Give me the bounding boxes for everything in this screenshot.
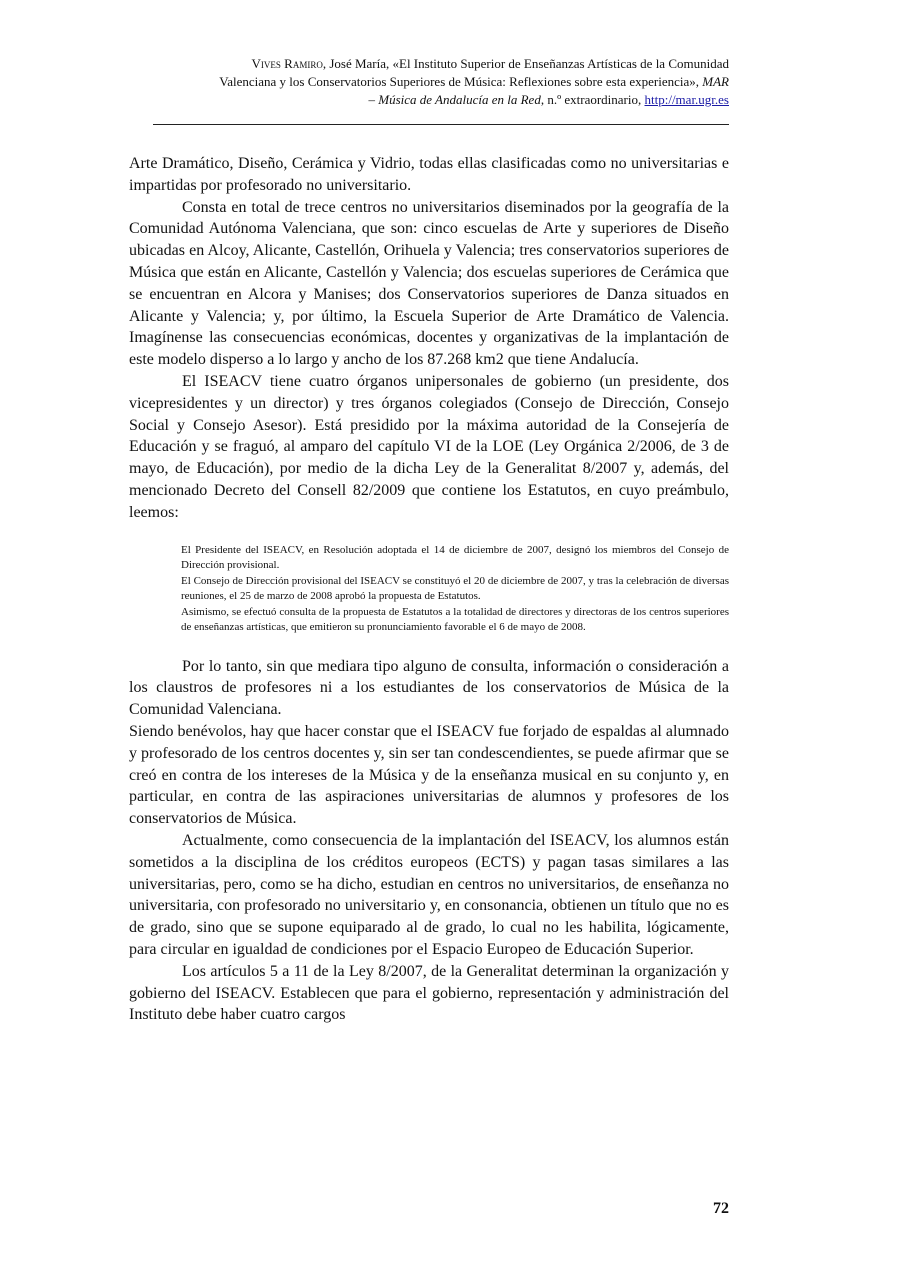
body-paragraph: Siendo benévolos, hay que hacer constar que el ISEACV fue forjado de espaldas al alumnado y profesorado de los centros docentes y, sin ser tan condescendientes, se puede afirmar que se creó en contra de los intereses de la Música y de la enseñanza musical en su conjunto y, en particular, en contra de las aspiraciones universitarias de alumnos y profesores de los conservatorios de Música. [129,722,729,828]
body-paragraph: Arte Dramático, Diseño, Cerámica y Vidrio, todas ellas clasificadas como no universitarias e impartidas por profesorado no universitario. [129,155,729,194]
header-issue: , n.º extraordinario, [540,92,645,107]
body-paragraph: El ISEACV tiene cuatro órganos unipersonales de gobierno (un presidente, dos vicepresidentes y un director) y tres órganos colegiados (Consejo de Dirección, Consejo Social y Consejo Asesor). Está presidido por la máxima autoridad de la Consejería de Educación y se fraguó, al amparo del capítulo VI de la LOE (Ley Orgánica 2/2006, de 3 de mayo, de Educación), por medio de la dicha Ley de la Generalitat 8/2007 y, además, del mencionado Decreto del Consell 82/2009 que contiene los Estatutos, en cuyo preámbulo, leemos: [129,372,729,521]
header-journal-short: MAR [702,74,729,89]
body-paragraph: Actualmente, como consecuencia de la implantación del ISEACV, los alumnos están sometidos a la disciplina de los créditos europeos (ECTS) y pagan tasas similares a las universitarias, pero, como se ha dicho, estudian en centros no universitarios, de enseñanza no universitaria, con profesorado no universitario y, en consonancia, obtienen un título que no es de grado, sino que se supone equiparado al de grado, lo cual no les habilita, lógicamente, para circular en igualdad de condiciones por el Espacio Europeo de Educación Superior. [129,831,729,958]
page-number: 72 [713,1200,729,1217]
body-paragraph: Los artículos 5 a 11 de la Ley 8/2007, de la Generalitat determinan la organización y gobierno del ISEACV. Establecen que para el gobierno, representación y administración del Instituto debe haber cuatro cargos [129,962,729,1024]
block-quote [181,543,729,636]
header-url-link[interactable]: http://mar.ugr.es [644,92,729,107]
body-text [129,153,729,1026]
header-journal-full: Música de Andalucía en la Red [378,92,541,107]
header-line1: , José María, «El Instituto Superior de Enseñanzas Artísticas de la Comunidad [322,56,729,71]
body-paragraph: Por lo tanto, sin que mediara tipo alguno de consulta, información o consideración a los claustros de profesores ni a los estudiantes de los conservatorios de Música de la Comunidad Valenciana. [129,657,729,719]
header-rule [153,124,729,125]
quote-paragraph: El Consejo de Dirección provisional del ISEACV se constituyó el 20 de diciembre de 2007, y tras la celebración de diversas reuniones, el 25 de marzo de 2008 aprobó la propuesta de Estatutos. [181,574,729,603]
body-paragraph: Consta en total de trece centros no universitarios diseminados por la geografía de la Comunidad Autónoma Valenciana, que son: cinco escuelas de Arte y superiores de Diseño ubicadas en Alcoy, Alicante, Castellón, Orihuela y Valencia; tres conservatorios superiores de Música que están en Alicante, Castellón y Valencia; dos escuelas superiores de Cerámica que se encuentran en Alcora y Manises; dos Conservatorios superiores de Danza situados en Alicante y Valencia; y, por último, la Escuela Superior de Arte Dramático de Valencia. Imagínense las consecuencias económicas, docentes y organizativas de la implantación de este modelo disperso a lo largo y ancho de los 87.268 km2 que tiene Andalucía. [129,198,729,369]
header-author-surname: Vives Ramiro [251,56,323,71]
quote-paragraph: El Presidente del ISEACV, en Resolución adoptada el 14 de diciembre de 2007, designó los miembros del Consejo de Dirección provisional. [181,543,729,572]
header-line2: Valenciana y los Conservatorios Superiores de Música: Reflexiones sobre esta experiencia», [219,74,703,89]
running-header [128,55,729,109]
header-dash: – [368,92,379,107]
quote-paragraph: Asimismo, se efectuó consulta de la propuesta de Estatutos a la totalidad de directores y directoras de los centros superiores de enseñanzas artísticas, que emitieron su pronunciamiento favorable el 6 de mayo de 2008. [181,605,729,634]
